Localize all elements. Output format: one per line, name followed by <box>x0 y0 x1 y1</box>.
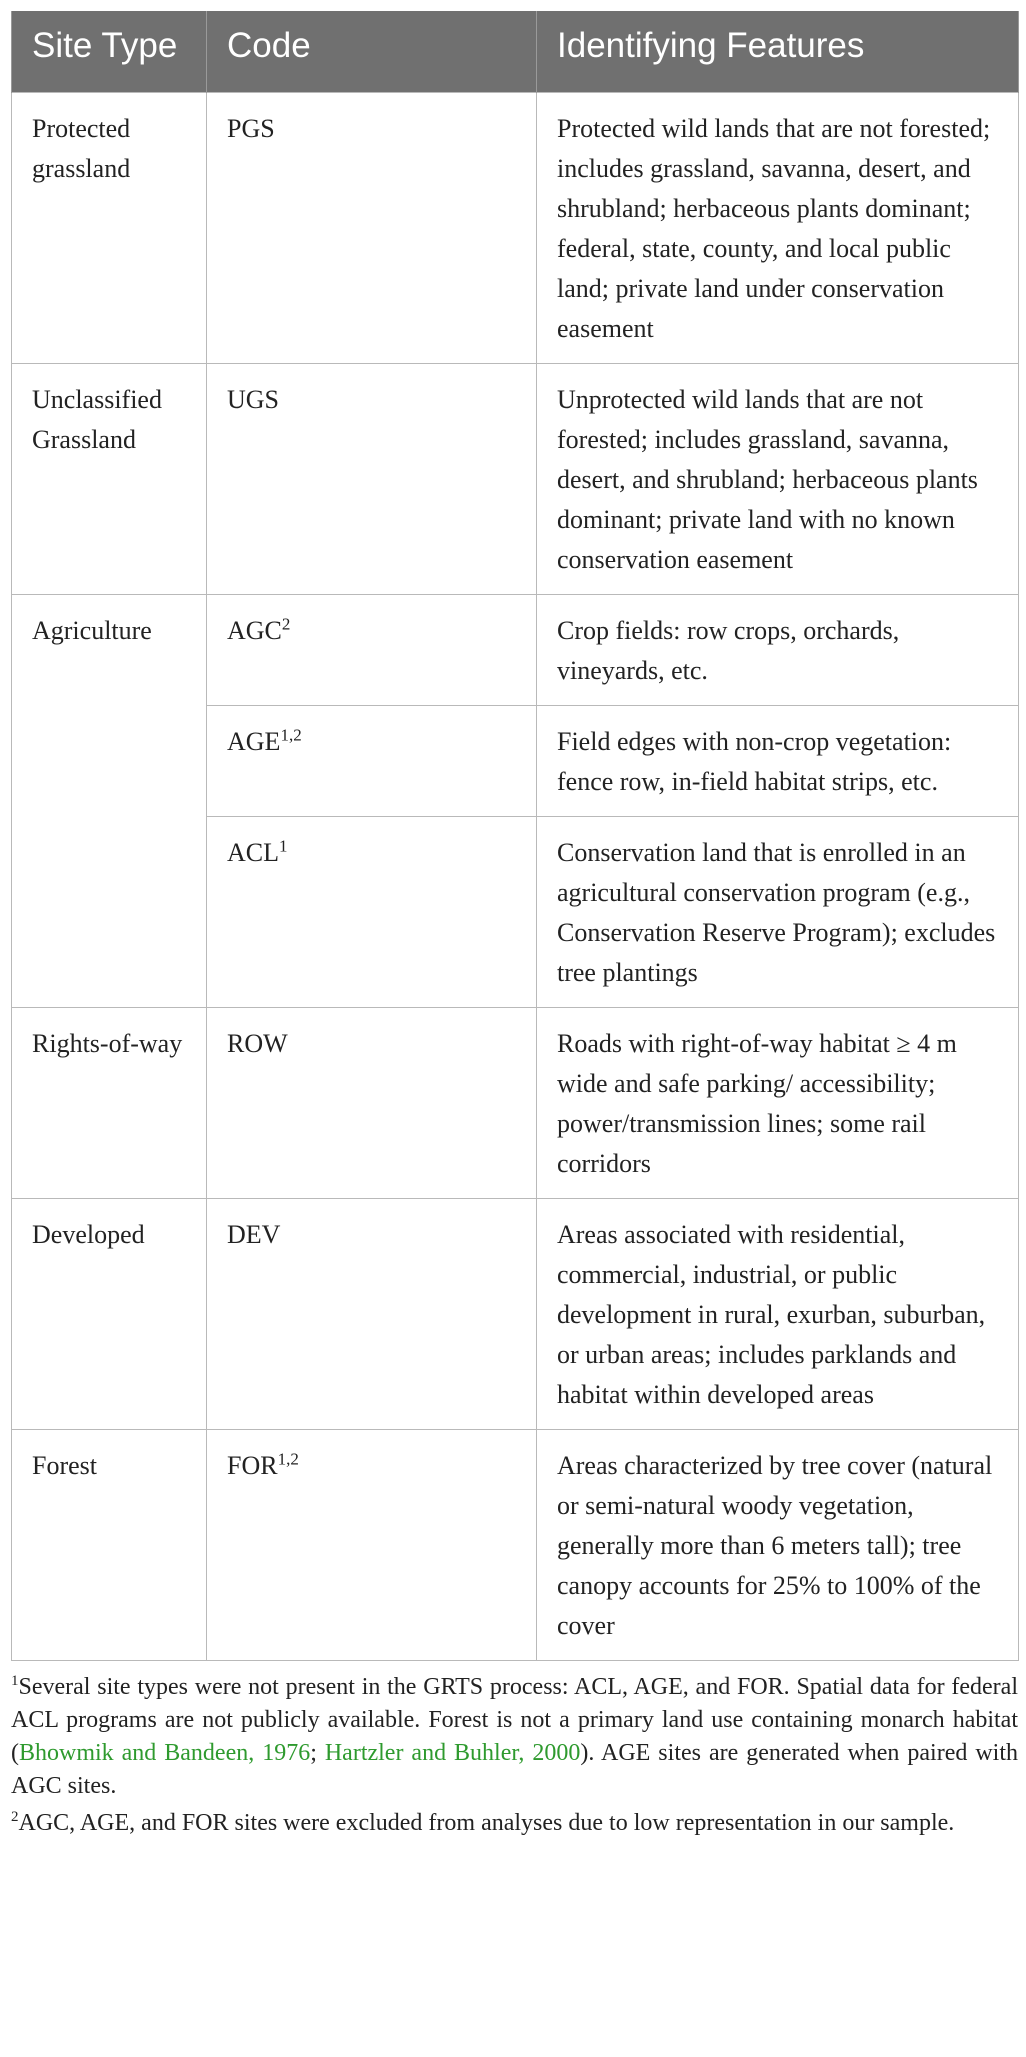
footnote-1 <box>11 1671 1018 1803</box>
site-type-cell: Developed <box>12 1198 207 1429</box>
features-cell: Roads with right-of-way habitat ≥ 4 m wide and safe parking/ accessibility; power/transmission lines; some rail corridors <box>537 1007 1019 1198</box>
code-text: FOR <box>227 1450 278 1480</box>
features-cell: Protected wild lands that are not forested; includes grassland, savanna, desert, and shrubland; herbaceous plants dominant; federal, state, county, and local public land; private land under conservation easement <box>537 92 1019 363</box>
code-cell <box>207 594 537 705</box>
table-row <box>12 594 1019 705</box>
table-row <box>12 1429 1019 1660</box>
site-type-cell: Agriculture <box>12 594 207 1007</box>
code-cell <box>207 705 537 816</box>
features-cell: Unprotected wild lands that are not forested; includes grassland, savanna, desert, and shrubland; herbaceous plants dominant; private land with no known conservation easement <box>537 363 1019 594</box>
features-cell: Areas characterized by tree cover (natural or semi-natural woody vegetation, generally more than 6 meters tall); tree canopy accounts for 25% to 100% of the cover <box>537 1429 1019 1660</box>
site-type-cell: Forest <box>12 1429 207 1660</box>
code-text: AGE <box>227 726 281 756</box>
footnote-marker: 1,2 <box>280 724 302 744</box>
footnote-2-text: AGC, AGE, and FOR sites were excluded from analyses due to low representation in our sample. <box>18 1809 955 1836</box>
code-text: PGS <box>227 113 275 143</box>
code-cell <box>207 1198 537 1429</box>
table-row <box>12 1198 1019 1429</box>
code-text: DEV <box>227 1219 281 1249</box>
footnote-marker: 1,2 <box>277 1448 299 1468</box>
features-cell: Crop fields: row crops, orchards, vineyards, etc. <box>537 594 1019 705</box>
table-body <box>12 92 1019 1660</box>
table-row <box>12 363 1019 594</box>
code-cell <box>207 1429 537 1660</box>
site-type-table <box>11 11 1019 1661</box>
footnote-2 <box>11 1807 1018 1840</box>
footnote-1-text-b: ). AGE sites are generated when paired with AGC sites. <box>11 1739 1018 1799</box>
citation-link-bhowmik-bandeen[interactable]: Bhowmik and Bandeen, 1976 <box>19 1739 311 1766</box>
footnote-2-marker: 2 <box>11 1808 19 1825</box>
document-page <box>11 11 1018 1844</box>
code-text: ACL <box>227 837 279 867</box>
features-cell: Areas associated with residential, commercial, industrial, or public development in rural, exurban, suburban, or urban areas; includes parklands and habitat within developed areas <box>537 1198 1019 1429</box>
features-cell: Conservation land that is enrolled in an agricultural conservation program (e.g., Conservation Reserve Program); excludes tree plantings <box>537 816 1019 1007</box>
footnote-marker: 1 <box>279 835 288 855</box>
table-footnotes <box>11 1671 1018 1840</box>
header-row <box>12 11 1019 92</box>
code-cell <box>207 92 537 363</box>
code-text: ROW <box>227 1028 288 1058</box>
site-type-cell: Rights-of-way <box>12 1007 207 1198</box>
code-cell <box>207 1007 537 1198</box>
table-row <box>12 92 1019 363</box>
code-cell <box>207 363 537 594</box>
code-text: AGC <box>227 615 282 645</box>
header-site-type: Site Type <box>12 11 207 92</box>
code-cell <box>207 816 537 1007</box>
table-row <box>12 1007 1019 1198</box>
features-cell: Field edges with non-crop vegetation: fence row, in-field habitat strips, etc. <box>537 705 1019 816</box>
site-type-cell: Unclassified Grassland <box>12 363 207 594</box>
citation-separator: ; <box>310 1739 325 1766</box>
header-identifying-features: Identifying Features <box>537 11 1019 92</box>
citation-link-hartzler-buhler[interactable]: Hartzler and Buhler, 2000 <box>324 1739 581 1766</box>
header-code: Code <box>207 11 537 92</box>
footnote-1-marker: 1 <box>11 1672 19 1689</box>
footnote-1-text-a: Several site types were not present in the GRTS process: ACL, AGE, and FOR. Spatial data for federal ACL programs are not publicly available. Forest is not a primary land use containing monarch habitat ( <box>11 1673 1018 1766</box>
code-text: UGS <box>227 384 280 414</box>
site-type-cell: Protected grassland <box>12 92 207 363</box>
table-header <box>12 11 1019 92</box>
footnote-marker: 2 <box>281 613 291 633</box>
